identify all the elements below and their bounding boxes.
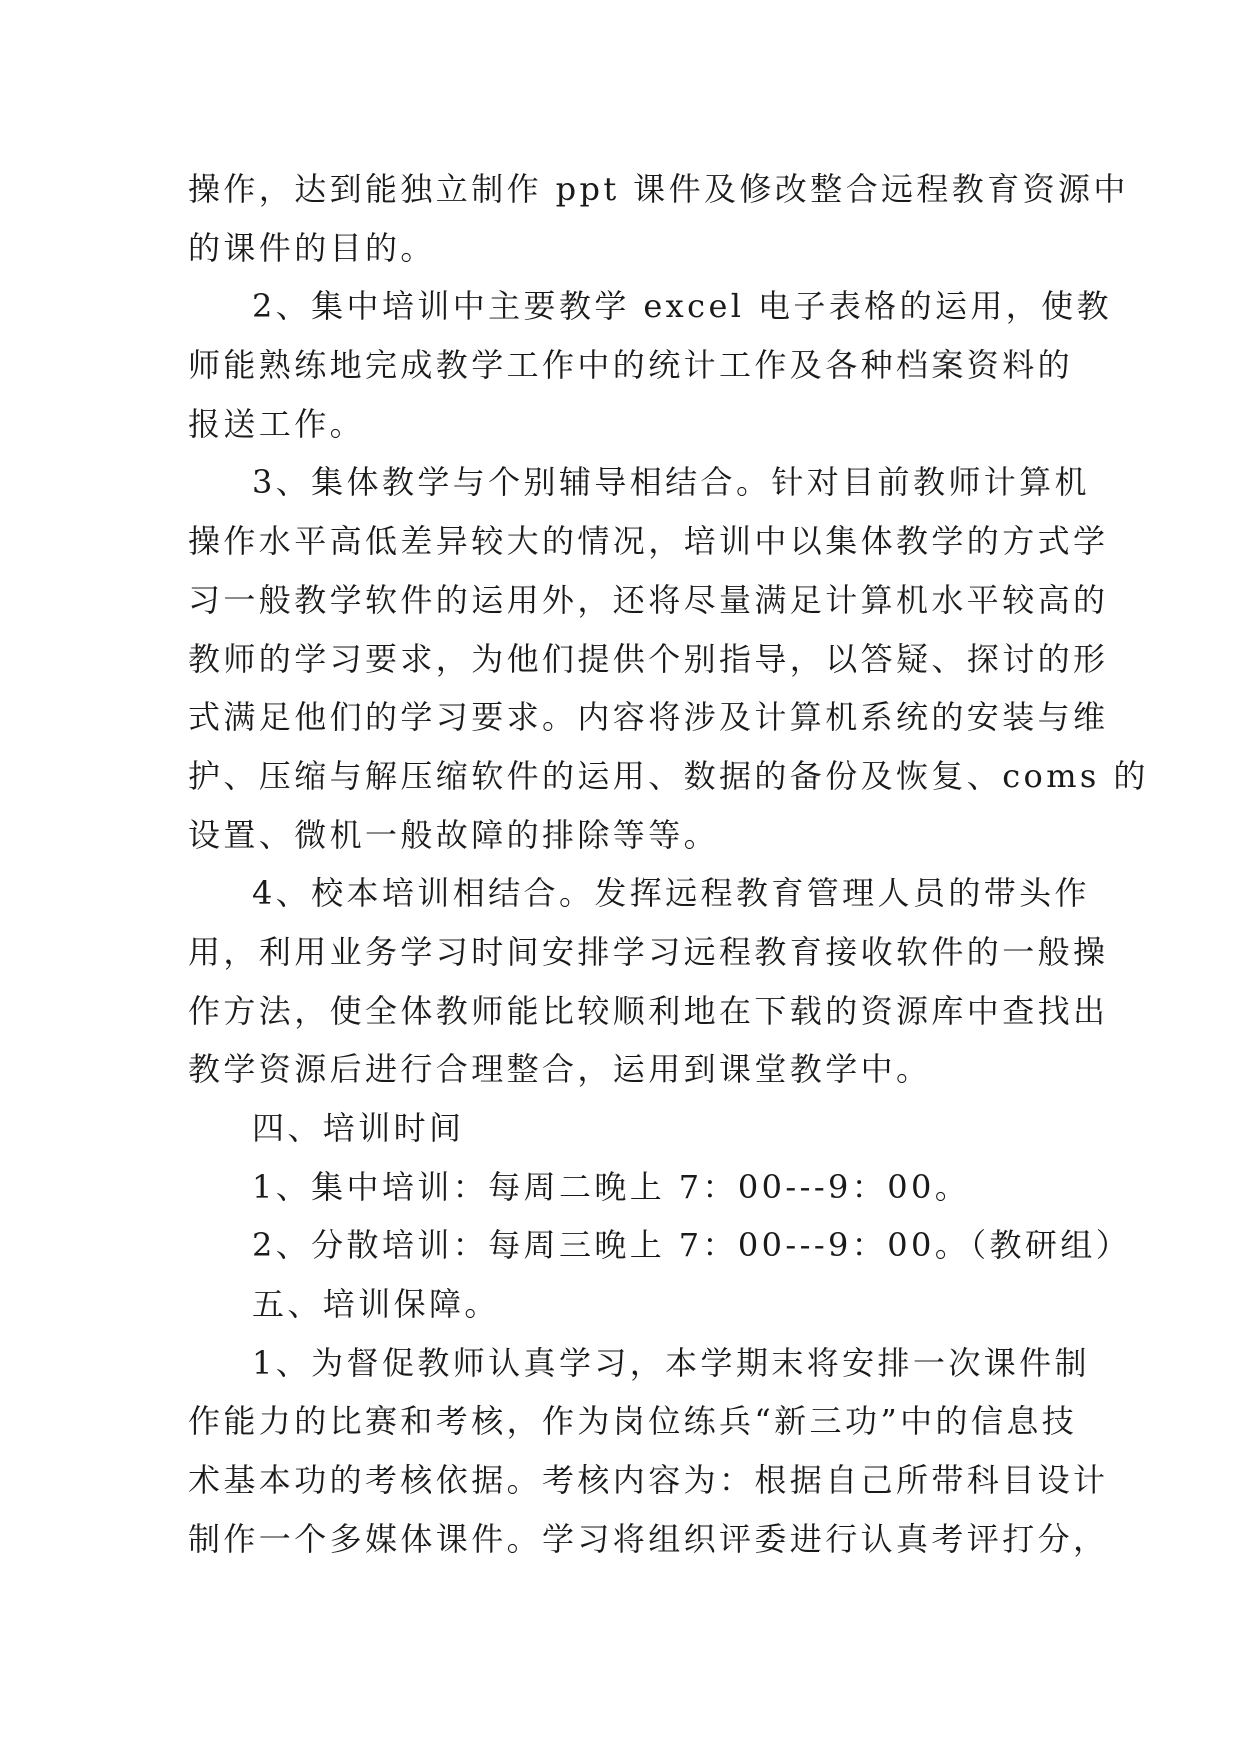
text-line: 教学资源后进行合理整合，运用到课堂教学中。 [188,1050,932,1089]
text-line: 操作水平高低差异较大的情况，培训中以集体教学的方式学 [188,522,1109,561]
text-line: 设置、微机一般故障的排除等等。 [188,815,720,854]
text-line: 护、压缩与解压缩软件的运用、数据的备份及恢复、coms 的 [188,756,1149,795]
text-line: 习一般教学软件的运用外，还将尽量满足计算机水平较高的 [188,580,1109,619]
text-line: 式满足他们的学习要求。内容将涉及计算机系统的安装与维 [188,698,1109,737]
text-line: 术基本功的考核依据。考核内容为：根据自己所带科目设计 [188,1461,1109,1500]
text-line: 1、为督促教师认真学习，本学期末将安排一次课件制 [252,1343,1090,1382]
text-line: 1、集中培训：每周二晚上 7：00---9：00。 [252,1167,971,1206]
text-line: 的课件的目的。 [188,228,436,267]
text-line: 作方法，使全体教师能比较顺利地在下载的资源库中查找出 [188,991,1109,1030]
text-line: 2、集中培训中主要教学 excel 电子表格的运用，使教 [252,287,1112,326]
section-heading: 四、培训时间 [252,1109,465,1147]
text-line: 师能熟练地完成教学工作中的统计工作及各种档案资料的 [188,346,1074,385]
section-heading: 五、培训保障。 [252,1285,500,1324]
text-line: 2、分散培训：每周三晚上 7：00---9：00。（教研组） [252,1226,1132,1265]
text-line: 作能力的比赛和考核，作为岗位练兵“新三功”中的信息技 [188,1402,1078,1441]
text-line: 用，利用业务学习时间安排学习远程教育接收软件的一般操 [188,932,1109,971]
text-line: 3、集体教学与个别辅导相结合。针对目前教师计算机 [252,463,1090,502]
text-line: 操作，达到能独立制作 ppt 课件及修改整合远程教育资源中 [188,170,1129,208]
text-line: 教师的学习要求，为他们提供个别指导，以答疑、探讨的形 [188,639,1109,678]
text-line: 4、校本培训相结合。发挥远程教育管理人员的带头作 [252,874,1090,913]
text-line: 报送工作。 [188,404,366,443]
body-text [188,160,1149,1569]
text-line: 制作一个多媒体课件。学习将组织评委进行认真考评打分， [188,1519,1109,1558]
